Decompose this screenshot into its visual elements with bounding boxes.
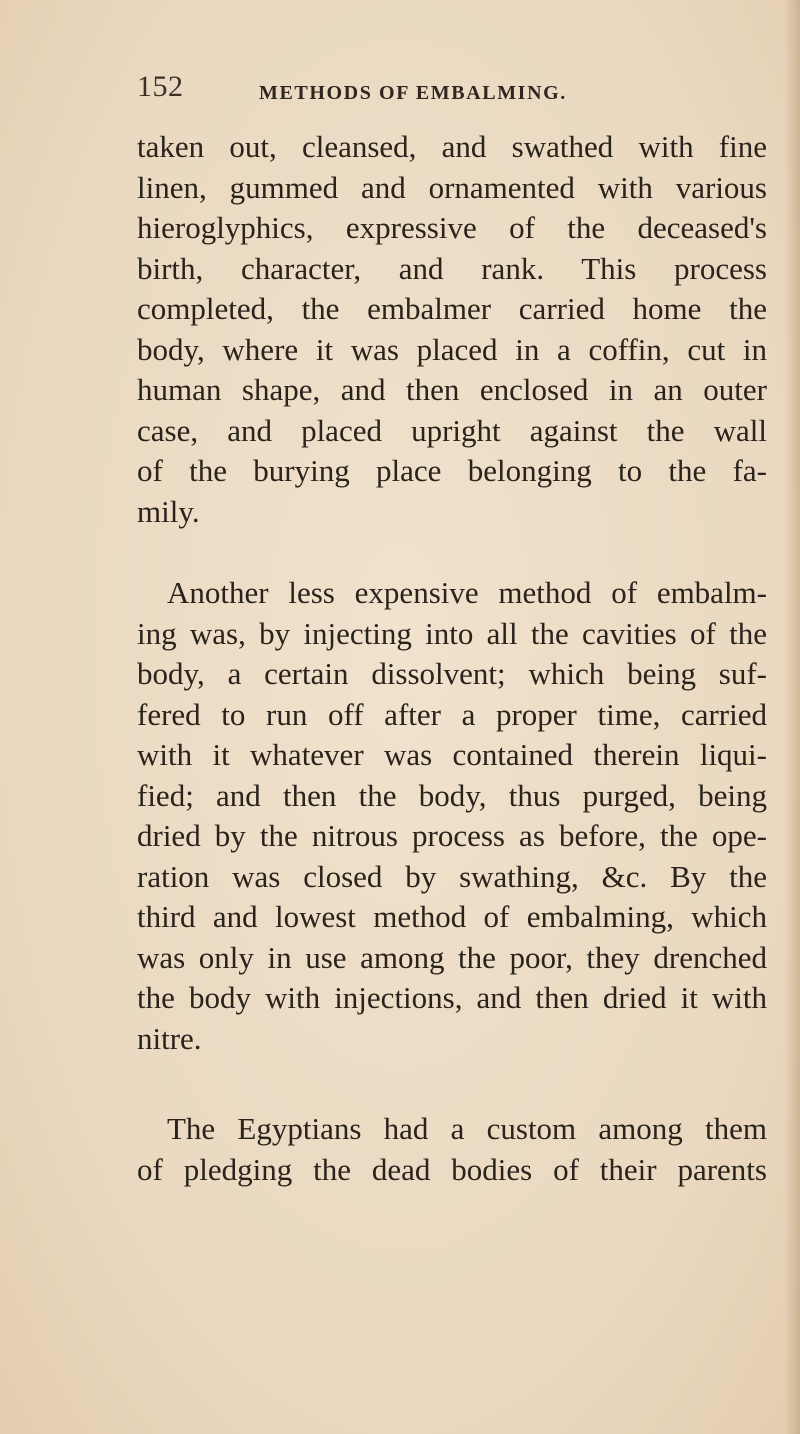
- text-line: [137, 735, 767, 776]
- text-line-inner: human shape, and then enclosed in an outer: [137, 372, 767, 407]
- text-line-inner: the body with injections, and then dried it with: [137, 980, 767, 1015]
- text-line: [137, 127, 767, 168]
- text-line-inner: ing was, by injecting into all the cavities of the: [137, 615, 767, 651]
- text-line-inner: was only in use among the poor, they drenched: [137, 939, 767, 975]
- text-line: [137, 897, 767, 938]
- page-edge-shadow: [784, 0, 800, 1434]
- text-line-inner: body, where it was placed in a coffin, cut in: [137, 331, 767, 367]
- text-line: [137, 1109, 767, 1150]
- text-line: [137, 695, 767, 736]
- text-line-inner: fered to run off after a proper time, carried: [137, 696, 767, 732]
- text-line: [137, 330, 767, 371]
- paragraph-1: [137, 127, 767, 532]
- text-line: [137, 168, 767, 209]
- text-line: [137, 370, 767, 411]
- text-line: [137, 776, 767, 817]
- text-line-inner: taken out, cleansed, and swathed with fine: [137, 129, 767, 164]
- text-line: [137, 978, 767, 1019]
- paragraph-3: [137, 1109, 767, 1190]
- text-line: [137, 857, 767, 898]
- text-line: [137, 289, 767, 330]
- text-line: [137, 938, 767, 979]
- text-line-inner: Another less expensive method of embalm-: [167, 575, 767, 610]
- text-line-inner: The Egyptians had a custom among them: [167, 1111, 767, 1146]
- running-head: METHODS OF EMBALMING.: [259, 82, 567, 104]
- text-line-inner: hieroglyphics, expressive of the deceased's: [137, 210, 767, 245]
- text-line: [137, 573, 767, 614]
- text-line: mily.: [137, 493, 200, 529]
- text-line: [137, 249, 767, 290]
- text-line-inner: with it whatever was contained therein liqui-: [137, 737, 767, 772]
- text-line: [137, 1150, 767, 1191]
- text-line: [137, 614, 767, 655]
- page-number: 152: [137, 70, 184, 103]
- page-header: [137, 70, 657, 110]
- text-line-inner: fied; and then the body, thus purged, being: [137, 777, 767, 813]
- text-line: [137, 451, 767, 492]
- text-line-inner: dried by the nitrous process as before, the ope-: [137, 818, 767, 853]
- text-line-inner: completed, the embalmer carried home the: [137, 291, 767, 326]
- text-line-inner: ration was closed by swathing, &c. By the: [137, 858, 767, 894]
- text-line: [137, 411, 767, 452]
- paragraph-2: [137, 573, 767, 1059]
- text-line: [137, 654, 767, 695]
- text-line: nitre.: [137, 1020, 202, 1056]
- text-line-inner: of pledging the dead bodies of their parents: [137, 1151, 767, 1187]
- text-line-inner: body, a certain dissolvent; which being suf-: [137, 656, 767, 691]
- text-line-inner: of the burying place belonging to the fa-: [137, 453, 767, 488]
- text-line-inner: case, and placed upright against the wall: [137, 412, 767, 448]
- text-line-inner: third and lowest method of embalming, which: [137, 899, 767, 934]
- text-line: [137, 208, 767, 249]
- text-line-inner: birth, character, and rank. This process: [137, 250, 767, 286]
- text-line: [137, 816, 767, 857]
- text-line-inner: linen, gummed and ornamented with various: [137, 169, 767, 205]
